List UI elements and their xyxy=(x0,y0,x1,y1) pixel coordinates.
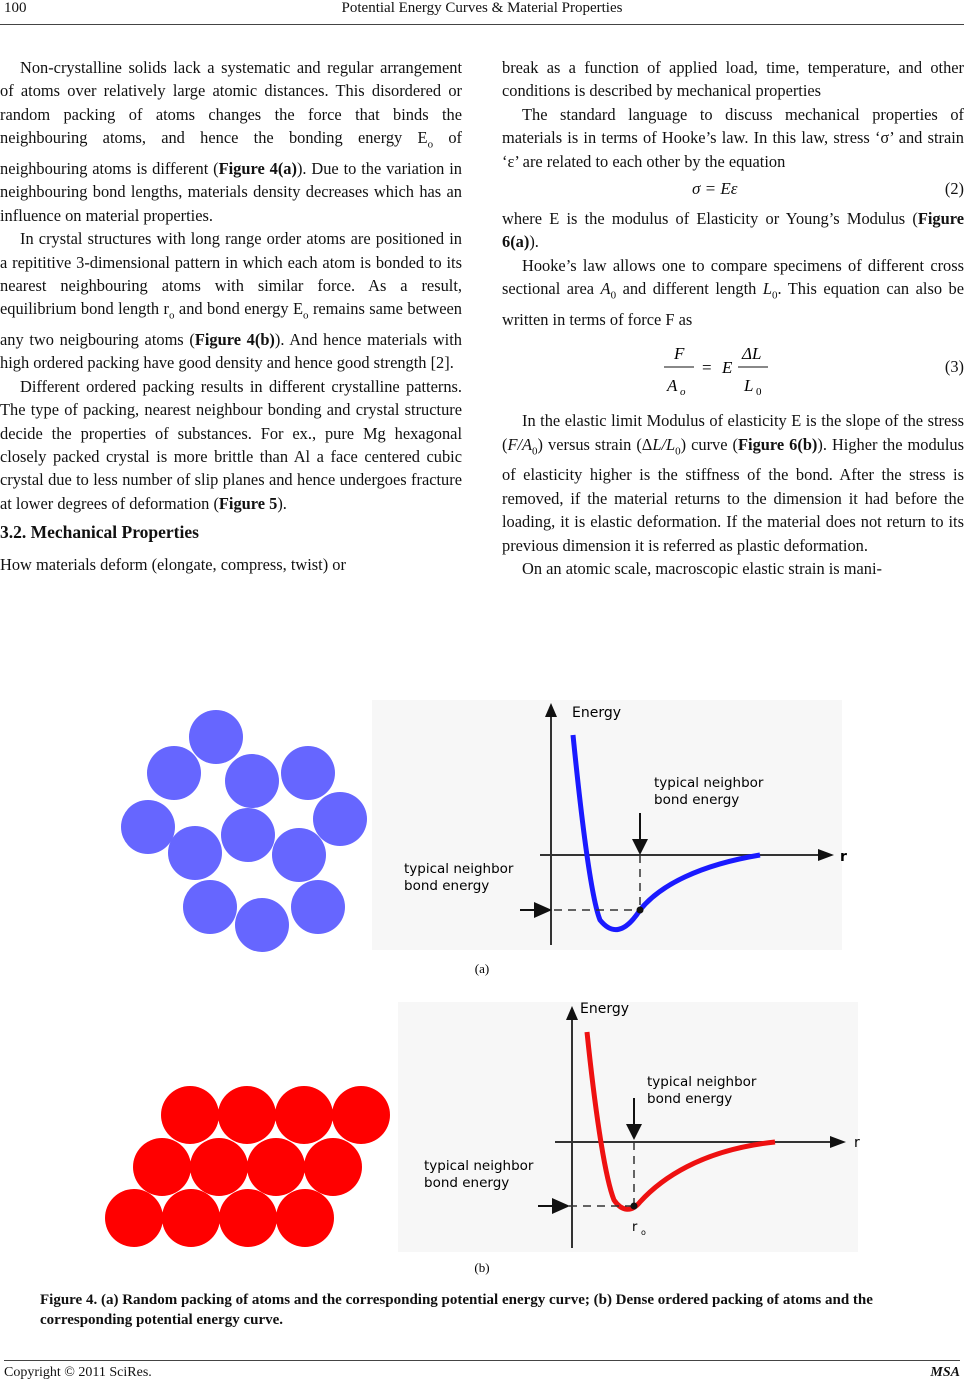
left-column xyxy=(0,56,462,576)
bond-energy-label-top: typical neighbor xyxy=(647,1074,757,1090)
paragraph: On an atomic scale, macroscopic elastic strain is mani- xyxy=(522,559,883,579)
equation-3-fraction xyxy=(652,331,852,409)
atom xyxy=(147,746,201,800)
atom xyxy=(275,1086,333,1144)
paragraph: break as a function of applied load, time, temperature, and other conditions is described by mechanical properties xyxy=(502,58,964,101)
atom xyxy=(168,826,222,880)
eq-F: F xyxy=(674,344,685,364)
bond-energy-label-top: bond energy xyxy=(647,1091,733,1107)
atom xyxy=(304,1138,362,1196)
bond-energy-label-left: bond energy xyxy=(404,878,490,894)
page-footer xyxy=(4,1360,960,1383)
atom xyxy=(105,1189,163,1247)
paragraph: How materials deform (elongate, compress, twist) or xyxy=(0,554,346,574)
energy-axis-label: Energy xyxy=(572,705,622,721)
atom xyxy=(221,808,275,862)
right-column xyxy=(502,56,964,580)
r0-label-sub: o xyxy=(641,1228,646,1237)
atom xyxy=(313,792,367,846)
r0-label: r xyxy=(632,1220,638,1235)
atom xyxy=(332,1086,390,1144)
figure-b xyxy=(0,990,964,1280)
sub-caption-b: (b) xyxy=(474,1260,490,1275)
paragraph: In the elastic limit Modulus of elasticity E is the slope of the stress $(F/A_0)$ versus strain $(\Delta L/L_0)$ curve (Figure 6(b)). Higher the modulus of elasticity higher is the stiffness of the bond. After the stress is removed, if the material returns to the dimension it had before the loading, it is elastic deformation. If the material does not return to its previous dimension it is referred as plastic deformation. xyxy=(502,411,964,555)
atom xyxy=(247,1138,305,1196)
figure-ref[interactable]: Figure 6(a) xyxy=(502,209,964,252)
figure-ref[interactable]: Figure 4(a) xyxy=(218,158,297,178)
atom xyxy=(189,710,243,764)
atom xyxy=(133,1138,191,1196)
atom xyxy=(190,1138,248,1196)
paragraph: In crystal structures with long range order atoms are positioned in a repititive 3-dimensional pattern in which each atom is bonded to its nearest neighbouring atoms with similar force. As a result, equilibrium bond length $r_o$ and bond energy $E_o$ remains same between any two neigbouring atoms (Figure 4(b)). And hence materials with high ordered packing have good density and hence good strength [2]. xyxy=(0,229,462,373)
atom xyxy=(162,1189,220,1247)
page-header xyxy=(0,0,964,25)
paragraph: The standard language to discuss mechanical properties of materials is in terms of Hooke’s law. In this law, stress ‘σ’ and strain ‘ε’ are related to each other by the equation xyxy=(502,104,964,171)
figure-caption: Figure 4. (a) Random packing of atoms and the corresponding potential energy curve; (b) Dense ordered packing of atoms and the corresponding potential energy curve. xyxy=(40,1292,873,1328)
atom xyxy=(272,828,326,882)
energy-plot-a xyxy=(372,700,847,950)
bond-energy-label-left: typical neighbor xyxy=(424,1158,534,1174)
dense-packing-atoms xyxy=(105,1086,390,1247)
atom xyxy=(183,880,237,934)
figure-ref[interactable]: Figure 5 xyxy=(218,493,278,513)
figure-ref[interactable]: Figure 6(b) xyxy=(738,434,818,454)
equation-3 xyxy=(502,331,964,409)
atom xyxy=(225,754,279,808)
atom xyxy=(121,800,175,854)
eq-dL: ΔL xyxy=(742,344,762,364)
eq-L-sub: 0 xyxy=(756,386,762,399)
bond-energy-label-top: bond energy xyxy=(654,792,740,808)
sub-caption-a: (a) xyxy=(474,961,490,976)
eq-L: L xyxy=(744,376,754,396)
journal-abbrev: MSA xyxy=(930,1365,960,1380)
r-axis-label: r xyxy=(854,1135,860,1151)
paragraph: where E is the modulus of Elasticity or Young’s Modulus (Figure 6(a)). xyxy=(502,209,964,252)
eq-E: E xyxy=(722,358,733,378)
bond-energy-label-left: typical neighbor xyxy=(404,861,514,877)
eq-equals: = xyxy=(702,358,712,378)
atom xyxy=(161,1086,219,1144)
bond-energy-label-top: typical neighbor xyxy=(654,775,764,791)
atom xyxy=(219,1189,277,1247)
minimum-point xyxy=(631,1203,638,1210)
figure-ref[interactable]: Figure 4(b) xyxy=(194,330,275,350)
equation-number: (3) xyxy=(944,357,964,377)
running-title: Potential Energy Curves & Material Properties xyxy=(341,0,623,16)
energy-axis-label: Energy xyxy=(580,1001,630,1017)
page-number: 100 xyxy=(4,0,27,16)
copyright: Copyright © 2011 SciRes. xyxy=(4,1365,152,1380)
paragraph: Hooke’s law allows one to compare specimens of different cross sectional area $A_0$ and different length $L_0$. This equation can also be written in terms of force F as xyxy=(502,255,964,329)
paragraph: Different ordered packing results in different crystalline patterns. The type of packing, nearest neighbour bonding and crystal structure decide the properties of substances. For ex., pure Mg hexagonal closely packed crystal is more brittle than Al a face centered cubic crystal due to less number of slip planes and hence undergoes fracture at lower degrees of deformation (Figure 5). xyxy=(0,376,462,513)
atom xyxy=(276,1189,334,1247)
random-packing-atoms xyxy=(121,710,367,952)
atom xyxy=(291,880,345,934)
section-heading: 3.2. Mechanical Properties xyxy=(0,522,199,543)
plot-background xyxy=(372,700,842,950)
equation-2 xyxy=(502,173,964,207)
atom xyxy=(281,746,335,800)
eq-A-sub: o xyxy=(680,386,686,399)
atom xyxy=(235,898,289,952)
energy-plot-b xyxy=(398,1001,860,1252)
paragraph: Non-crystalline solids lack a systematic and regular arrangement of atoms over relatively large atomic distances. This disordered or random packing of atoms changes the force that binds the neighbouring atoms, and hence the bonding energy $E_o$ of neighbouring atoms is different (Figure 4(a)). Due to the variation in neighbouring bond lengths, materials density decreases which has an influence on material properties. xyxy=(0,58,462,225)
bond-energy-label-left: bond energy xyxy=(424,1175,510,1191)
equation-number: (2) xyxy=(944,179,964,199)
minimum-point xyxy=(637,907,644,914)
equation-body: σ = Eε xyxy=(692,179,738,199)
r-axis-label: r xyxy=(840,849,847,865)
eq-A: A xyxy=(667,376,678,396)
figure-a xyxy=(0,695,964,985)
atom xyxy=(218,1086,276,1144)
